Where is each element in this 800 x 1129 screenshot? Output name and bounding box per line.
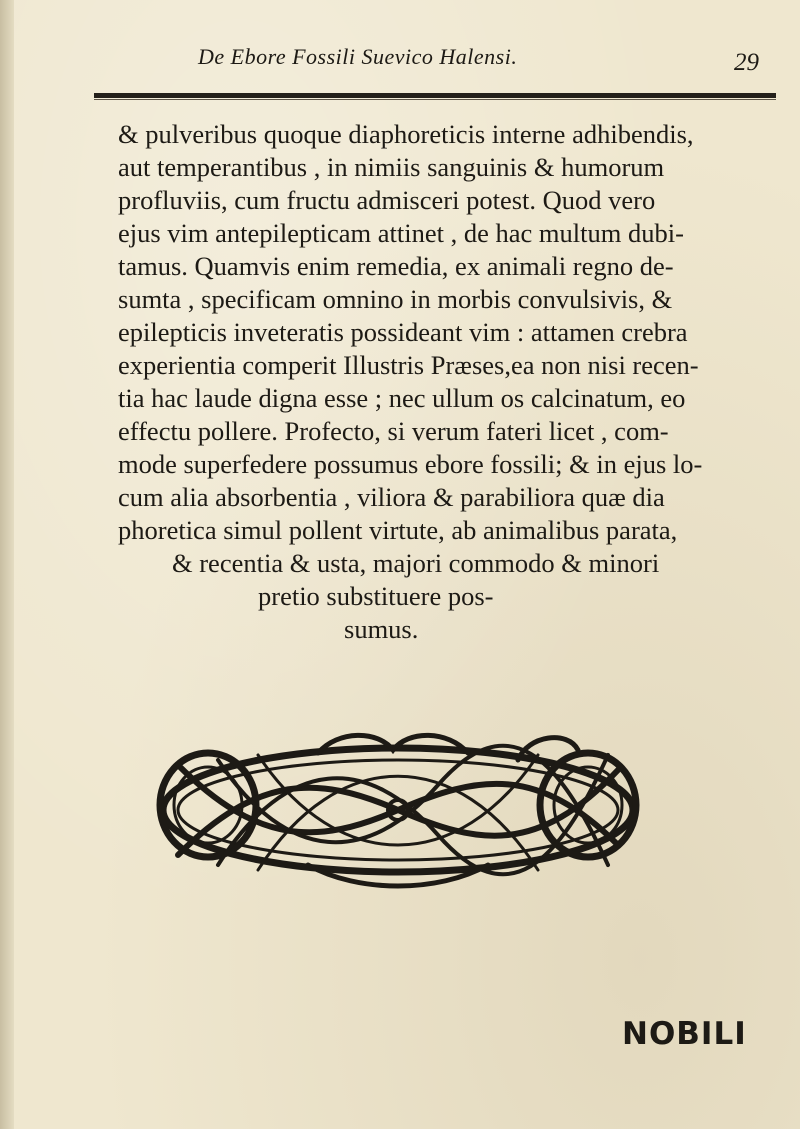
text-line: profluviis, cum fructu admisceri potest. Quod vero (118, 185, 656, 215)
text-line: sumus. (344, 614, 419, 644)
text-line: pretio substituere pos- (258, 581, 494, 611)
text-line: phoretica simul pollent virtute, ab animalibus parata, (118, 515, 678, 545)
catchword: NOBILI (622, 1016, 747, 1052)
text-line: epilepticis inveteratis possideant vim : attamen crebra (118, 317, 688, 347)
text-line: & pulveribus quoque diaphoreticis interne adhibendis, (118, 119, 694, 149)
text-line: tamus. Quamvis enim remedia, ex animali regno de- (118, 251, 674, 281)
text-line: sumta , specificam omnino in morbis convulsivis, & (118, 284, 673, 314)
text-line: cum alia absorbentia , viliora & parabiliora quæ dia (118, 482, 665, 512)
text-line: experientia comperit Illustris Præses,ea non nisi recen- (118, 350, 699, 380)
text-line: ejus vim antepilepticam attinet , de hac multum dubi- (118, 218, 684, 248)
running-head: De Ebore Fossili Suevico Halensi. (198, 44, 518, 69)
text-line: effectu pollere. Profecto, si verum fateri licet , com- (118, 416, 669, 446)
text-line: tia hac laude digna esse ; nec ullum os calcinatum, eo (118, 383, 686, 413)
text-line: & recentia & usta, majori commodo & minori (172, 548, 660, 578)
page-number: 29 (734, 49, 759, 76)
text-line: mode superfedere possumus ebore fossili; & in ejus lo- (118, 449, 703, 479)
knotwork-tailpiece-icon (138, 725, 658, 895)
text-line: aut temperantibus , in nimiis sanguinis & humorum (118, 152, 665, 182)
